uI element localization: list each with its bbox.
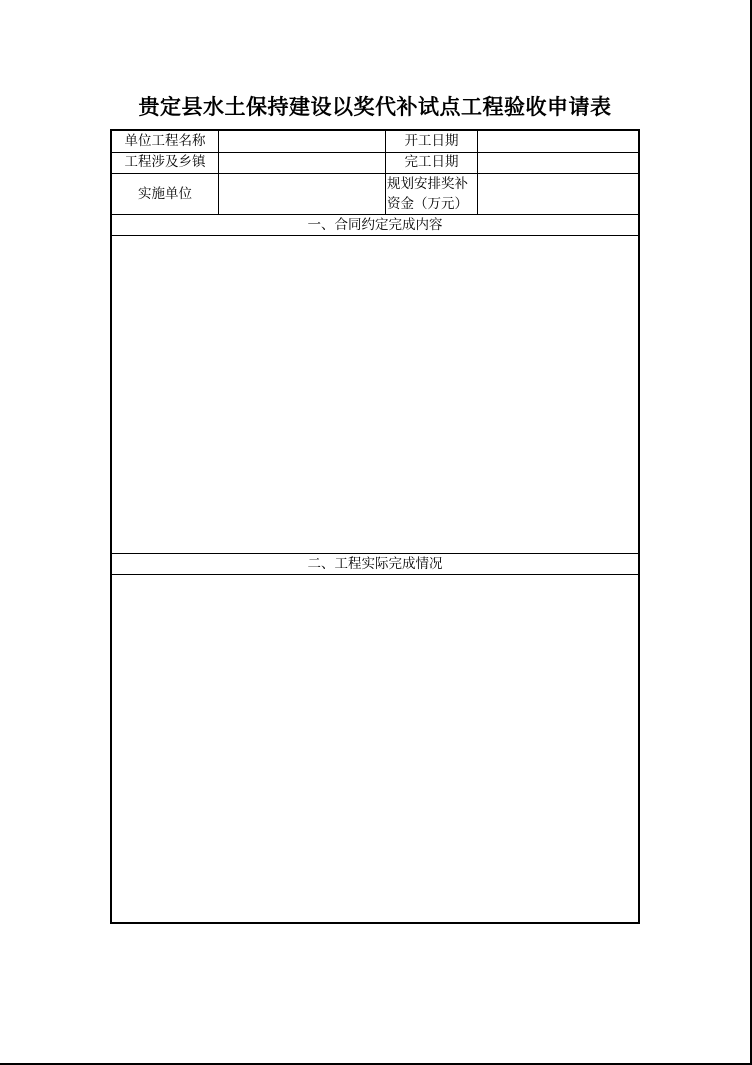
- project-name-label: 单位工程名称: [124, 133, 206, 149]
- document-title: 贵定县水土保持建设以奖代补试点工程验收申请表: [138, 95, 612, 119]
- start-date-label: 开工日期: [404, 133, 459, 149]
- start-date-field[interactable]: [478, 131, 638, 152]
- town-label: 工程涉及乡镇: [124, 154, 206, 170]
- funds-label-line1: 规划安排奖补: [387, 176, 468, 192]
- funds-field[interactable]: [478, 174, 638, 214]
- end-date-label: 完工日期: [404, 154, 459, 170]
- end-date-field[interactable]: [478, 153, 638, 173]
- town-field[interactable]: [219, 153, 385, 173]
- application-form: [110, 129, 640, 924]
- implementer-label: 实施单位: [138, 186, 192, 202]
- funds-label-line2: 资金（万元）: [387, 196, 468, 212]
- contract-content-area[interactable]: [112, 236, 638, 553]
- implementer-field[interactable]: [219, 174, 385, 214]
- section-actual-completion-heading: 二、工程实际完成情况: [307, 556, 443, 572]
- section-contract-content-heading: 一、合同约定完成内容: [307, 217, 443, 233]
- actual-completion-area[interactable]: [112, 575, 638, 922]
- project-name-field[interactable]: [219, 131, 385, 152]
